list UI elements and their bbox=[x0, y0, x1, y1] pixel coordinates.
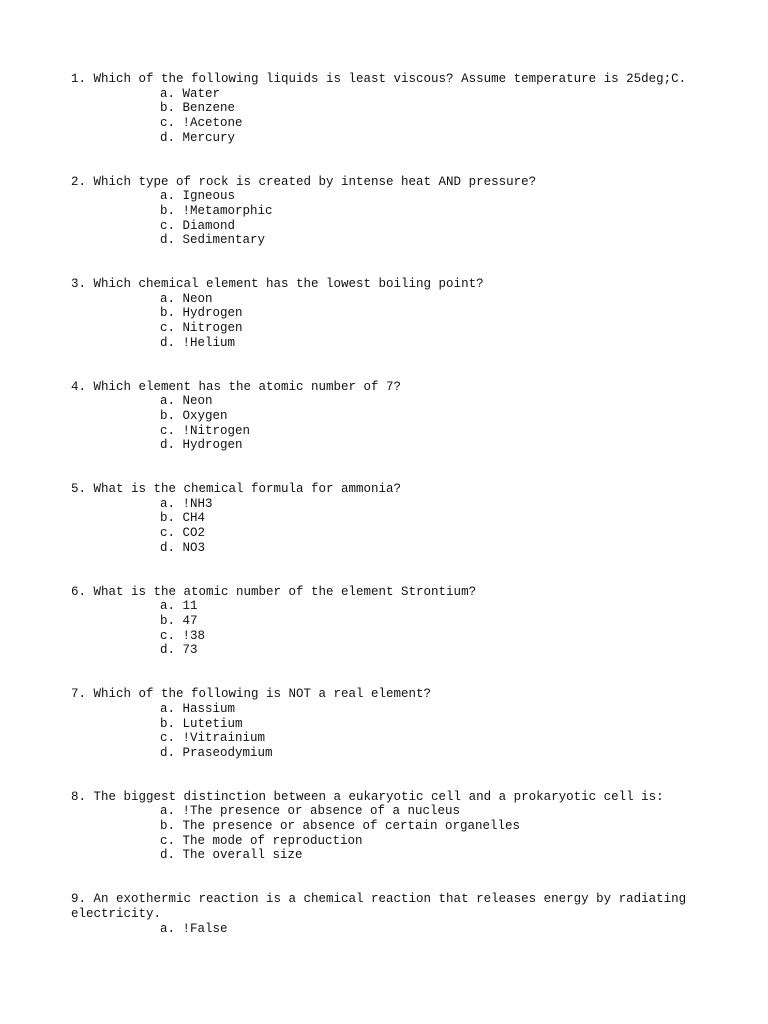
option-b: b. Oxygen bbox=[160, 408, 228, 423]
option-d: d. Hydrogen bbox=[160, 438, 243, 453]
option-list bbox=[71, 87, 701, 146]
question-8 bbox=[71, 790, 701, 864]
question-text: 7. Which of the following is NOT a real element? bbox=[71, 687, 432, 702]
option-list bbox=[71, 189, 701, 248]
question-4 bbox=[71, 380, 701, 454]
option-list bbox=[71, 497, 701, 556]
option-a: a. Igneous bbox=[160, 189, 236, 204]
option-a: a. !NH3 bbox=[160, 496, 213, 511]
option-a: a. !False bbox=[160, 921, 228, 936]
option-list bbox=[71, 804, 701, 863]
question-6 bbox=[71, 585, 701, 659]
option-b: b. CH4 bbox=[160, 511, 206, 526]
option-c: c. CO2 bbox=[160, 526, 206, 541]
option-b: b. Benzene bbox=[160, 101, 236, 116]
question-5 bbox=[71, 482, 701, 556]
question-text: 3. Which chemical element has the lowest boiling point? bbox=[71, 277, 484, 292]
question-1 bbox=[71, 72, 701, 146]
question-3 bbox=[71, 277, 701, 351]
question-text: 8. The biggest distinction between a eukaryotic cell and a prokaryotic cell is: bbox=[71, 789, 664, 804]
option-b: b. The presence or absence of certain organelles bbox=[160, 819, 521, 834]
option-c: c. The mode of reproduction bbox=[160, 833, 363, 848]
option-d: d. Sedimentary bbox=[160, 233, 266, 248]
question-9 bbox=[71, 892, 701, 936]
option-list bbox=[71, 292, 701, 351]
option-d: d. The overall size bbox=[160, 848, 303, 863]
option-c: c. !Acetone bbox=[160, 116, 243, 131]
option-b: b. Lutetium bbox=[160, 716, 243, 731]
option-a: a. !The presence or absence of a nucleus bbox=[160, 804, 461, 819]
question-text: 6. What is the atomic number of the element Strontium? bbox=[71, 584, 477, 599]
option-list bbox=[71, 702, 701, 761]
option-b: b. !Metamorphic bbox=[160, 203, 273, 218]
question-text: 9. An exothermic reaction is a chemical reaction that releases energy by radiating electricity. bbox=[71, 892, 694, 921]
option-d: d. 73 bbox=[160, 643, 198, 658]
option-a: a. Neon bbox=[160, 394, 213, 409]
option-c: c. Diamond bbox=[160, 218, 236, 233]
option-d: d. NO3 bbox=[160, 540, 206, 555]
option-a: a. Water bbox=[160, 86, 221, 101]
option-a: a. Neon bbox=[160, 291, 213, 306]
option-c: c. !Vitrainium bbox=[160, 731, 266, 746]
option-list bbox=[71, 394, 701, 453]
option-list bbox=[71, 922, 701, 937]
option-c: c. !38 bbox=[160, 628, 206, 643]
question-2 bbox=[71, 175, 701, 249]
quiz-document bbox=[71, 72, 701, 965]
option-a: a. 11 bbox=[160, 599, 198, 614]
question-text: 4. Which element has the atomic number of 7? bbox=[71, 379, 402, 394]
option-b: b. Hydrogen bbox=[160, 306, 243, 321]
option-a: a. Hassium bbox=[160, 701, 236, 716]
option-b: b. 47 bbox=[160, 613, 198, 628]
option-d: d. Praseodymium bbox=[160, 745, 273, 760]
option-list bbox=[71, 599, 701, 658]
question-text: 5. What is the chemical formula for ammonia? bbox=[71, 482, 402, 497]
question-text: 2. Which type of rock is created by intense heat AND pressure? bbox=[71, 174, 537, 189]
option-d: d. Mercury bbox=[160, 130, 236, 145]
option-c: c. Nitrogen bbox=[160, 321, 243, 336]
option-c: c. !Nitrogen bbox=[160, 423, 251, 438]
question-text: 1. Which of the following liquids is least viscous? Assume temperature is 25deg;C. bbox=[71, 72, 687, 86]
option-d: d. !Helium bbox=[160, 335, 236, 350]
question-7 bbox=[71, 687, 701, 761]
